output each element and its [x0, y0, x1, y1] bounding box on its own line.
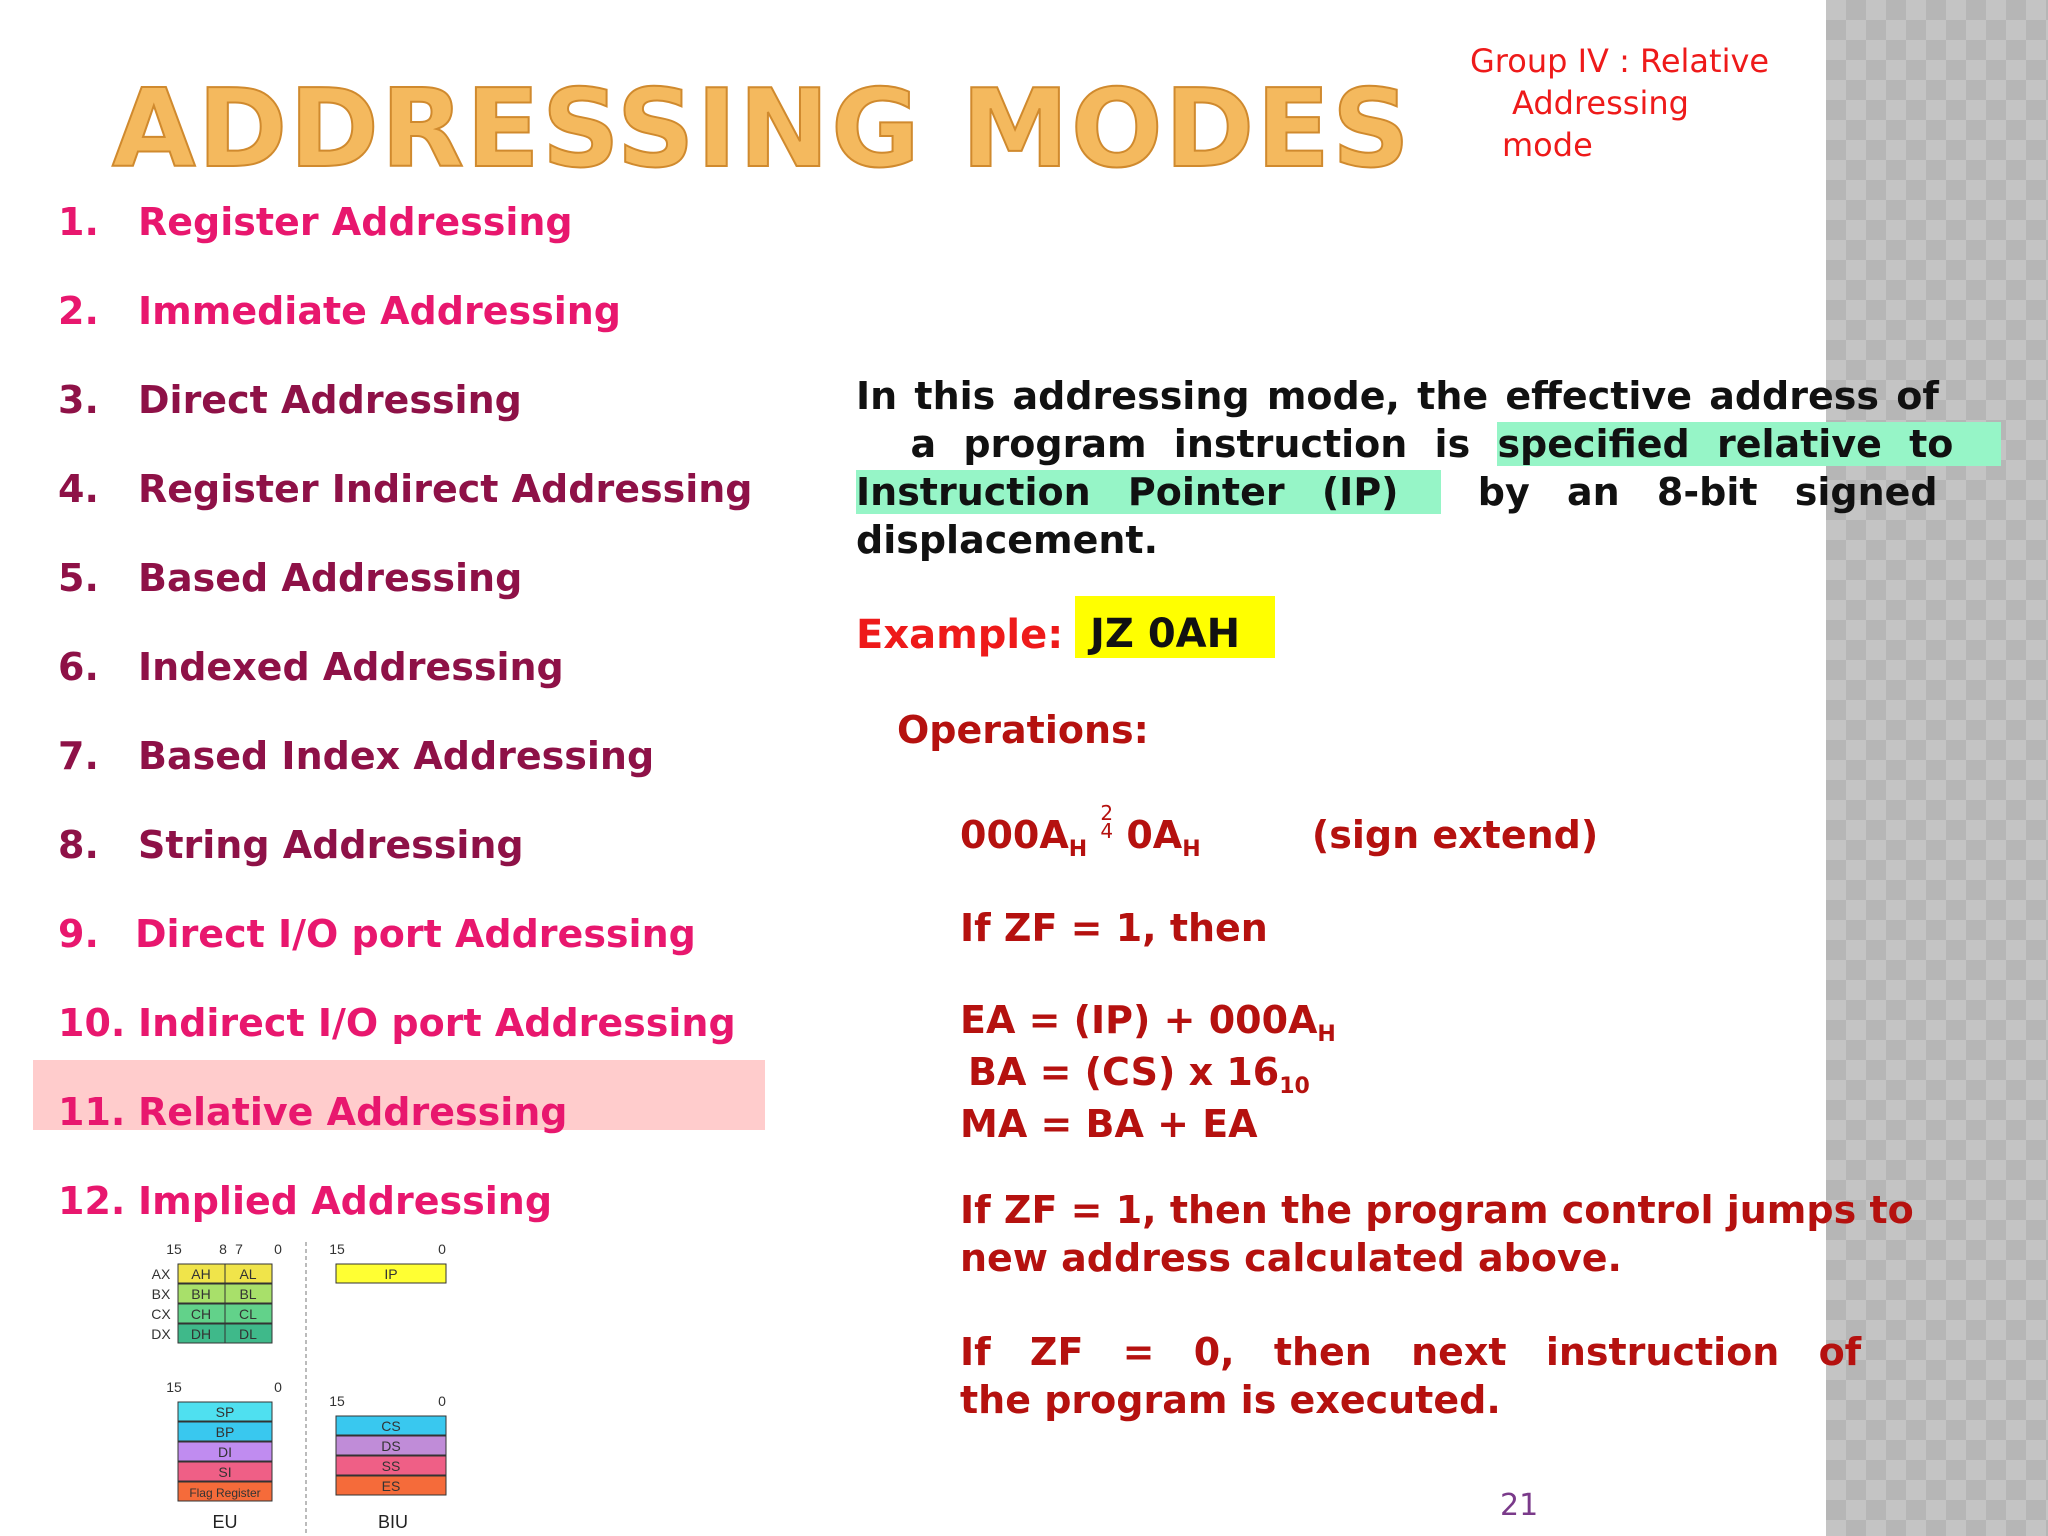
register-hi-label: DH: [190, 1326, 212, 1342]
biu-label: BIU: [377, 1512, 409, 1532]
register-hi-label: BH: [191, 1286, 211, 1302]
register-lo-label: BL: [239, 1286, 257, 1302]
mode-label: Register Indirect Addressing: [138, 467, 753, 511]
list-item: 7. Based Index Addressing: [58, 734, 655, 778]
list-item: 1. Register Addressing: [58, 200, 573, 244]
bit-label: 15: [166, 1241, 182, 1257]
mode-label: Register Addressing: [138, 200, 573, 244]
mode-label: Implied Addressing: [138, 1179, 553, 1223]
eu-label: EU: [212, 1512, 238, 1532]
operation-condition: If ZF = 1, then: [960, 906, 1268, 950]
register-lo-label: AL: [239, 1266, 257, 1282]
list-item: 2. Immediate Addressing: [58, 289, 621, 333]
addressing-modes-list: [58, 196, 752, 1264]
bit-label: 15: [166, 1379, 182, 1395]
mode-label: Based Index Addressing: [138, 734, 655, 778]
group-label: [1470, 40, 1769, 166]
highlight-specified: specified relative to: [1497, 422, 2001, 466]
bit-label: 0: [438, 1393, 446, 1409]
bit-label: 0: [438, 1241, 446, 1257]
bit-label: 15: [329, 1393, 345, 1409]
register-label: CS: [381, 1418, 401, 1434]
register-label: DS: [381, 1438, 401, 1454]
register-label: Flag Register: [189, 1486, 261, 1500]
register-lo-label: DL: [239, 1326, 257, 1342]
side-pattern-decoration: [1826, 0, 2048, 1536]
list-item: 6. Indexed Addressing: [58, 645, 564, 689]
example-code: JZ 0AH: [1075, 596, 1275, 658]
mode-label: Based Addressing: [138, 556, 523, 600]
mode-label: Direct Addressing: [138, 378, 522, 422]
bit-label: 0: [274, 1241, 282, 1257]
operation-sign-extend: $000A_H$ 2 4 $0A_H$ (sign extend): [960, 801, 1599, 862]
list-item: 4. Register Indirect Addressing: [58, 467, 753, 511]
mode-label: Indirect I/O port Addressing: [138, 1001, 736, 1045]
bit-label: 0: [274, 1379, 282, 1395]
list-item: 5. Based Addressing: [58, 556, 523, 600]
group-label-line: Group IV : Relative: [1470, 42, 1770, 80]
highlight-ip: Instruction Pointer (IP): [856, 470, 1441, 514]
description-paragraph: [856, 372, 1982, 564]
description-line: a program instruction is specified relative to: [856, 420, 1982, 468]
slide-title: ADDRESSING MODES: [112, 67, 1412, 192]
group-label-line: Addressing: [1512, 84, 1689, 122]
operation-next-line: the program is executed.: [960, 1378, 1501, 1422]
mode-label: Immediate Addressing: [138, 289, 621, 333]
operation-ma: MA = BA + EA: [960, 1102, 1258, 1146]
description-line: Instruction Pointer (IP) by an 8-bit signed: [856, 470, 1938, 514]
list-item: 3. Direct Addressing: [58, 378, 522, 422]
mode-label: Indexed Addressing: [138, 645, 564, 689]
fraction-glyph: 2 4: [1100, 801, 1114, 843]
register-label: ES: [381, 1478, 401, 1494]
bit-label: 7: [235, 1241, 243, 1257]
register-hi-label: CH: [190, 1306, 212, 1322]
operation-next-line: If ZF = 0, then next instruction of: [960, 1330, 1862, 1374]
register-row-label: AX: [151, 1266, 171, 1282]
register-label: SP: [215, 1404, 235, 1420]
group-label-line: mode: [1502, 126, 1593, 164]
example-label: Example:: [856, 612, 1064, 658]
register-label: DI: [218, 1444, 232, 1460]
register-label: SS: [381, 1458, 401, 1474]
list-item: 8. String Addressing: [58, 823, 524, 867]
bit-label: 8: [219, 1241, 227, 1257]
list-item: 11. Relative Addressing: [58, 1090, 568, 1134]
operations-label: Operations:: [897, 708, 1149, 752]
mode-label: String Addressing: [138, 823, 524, 867]
register-label: BP: [215, 1424, 235, 1440]
register-row-label: BX: [151, 1286, 171, 1302]
list-item: 9. Direct I/O port Addressing: [58, 912, 696, 956]
operation-jump-line: new address calculated above.: [960, 1236, 1622, 1280]
page-number: 21: [1500, 1488, 1539, 1523]
register-hi-label: AH: [191, 1266, 211, 1282]
operation-jump-line: If ZF = 1, then the program control jumps to: [960, 1188, 1914, 1232]
operation-ea: EA = $(IP) + 000A_H$: [960, 998, 1336, 1047]
register-label: IP: [384, 1266, 398, 1282]
operation-ba: BA = (CS) x $16_{10}$: [968, 1050, 1310, 1099]
mode-label: Direct I/O port Addressing: [135, 912, 696, 956]
description-line: displacement.: [856, 518, 1159, 562]
register-diagram: [145, 1240, 455, 1536]
register-row-label: DX: [151, 1326, 171, 1342]
operation-jump: [960, 1186, 1914, 1282]
mode-label: Relative Addressing: [138, 1090, 568, 1134]
list-item: 12. Implied Addressing: [58, 1179, 553, 1223]
description-line: In this addressing mode, the effective address of: [856, 374, 1939, 418]
bit-label: 15: [329, 1241, 345, 1257]
register-label: SI: [218, 1464, 232, 1480]
list-item: 10. Indirect I/O port Addressing: [58, 1001, 736, 1045]
register-lo-label: CL: [239, 1306, 257, 1322]
register-row-label: CX: [151, 1306, 171, 1322]
operation-next: [960, 1328, 1861, 1424]
